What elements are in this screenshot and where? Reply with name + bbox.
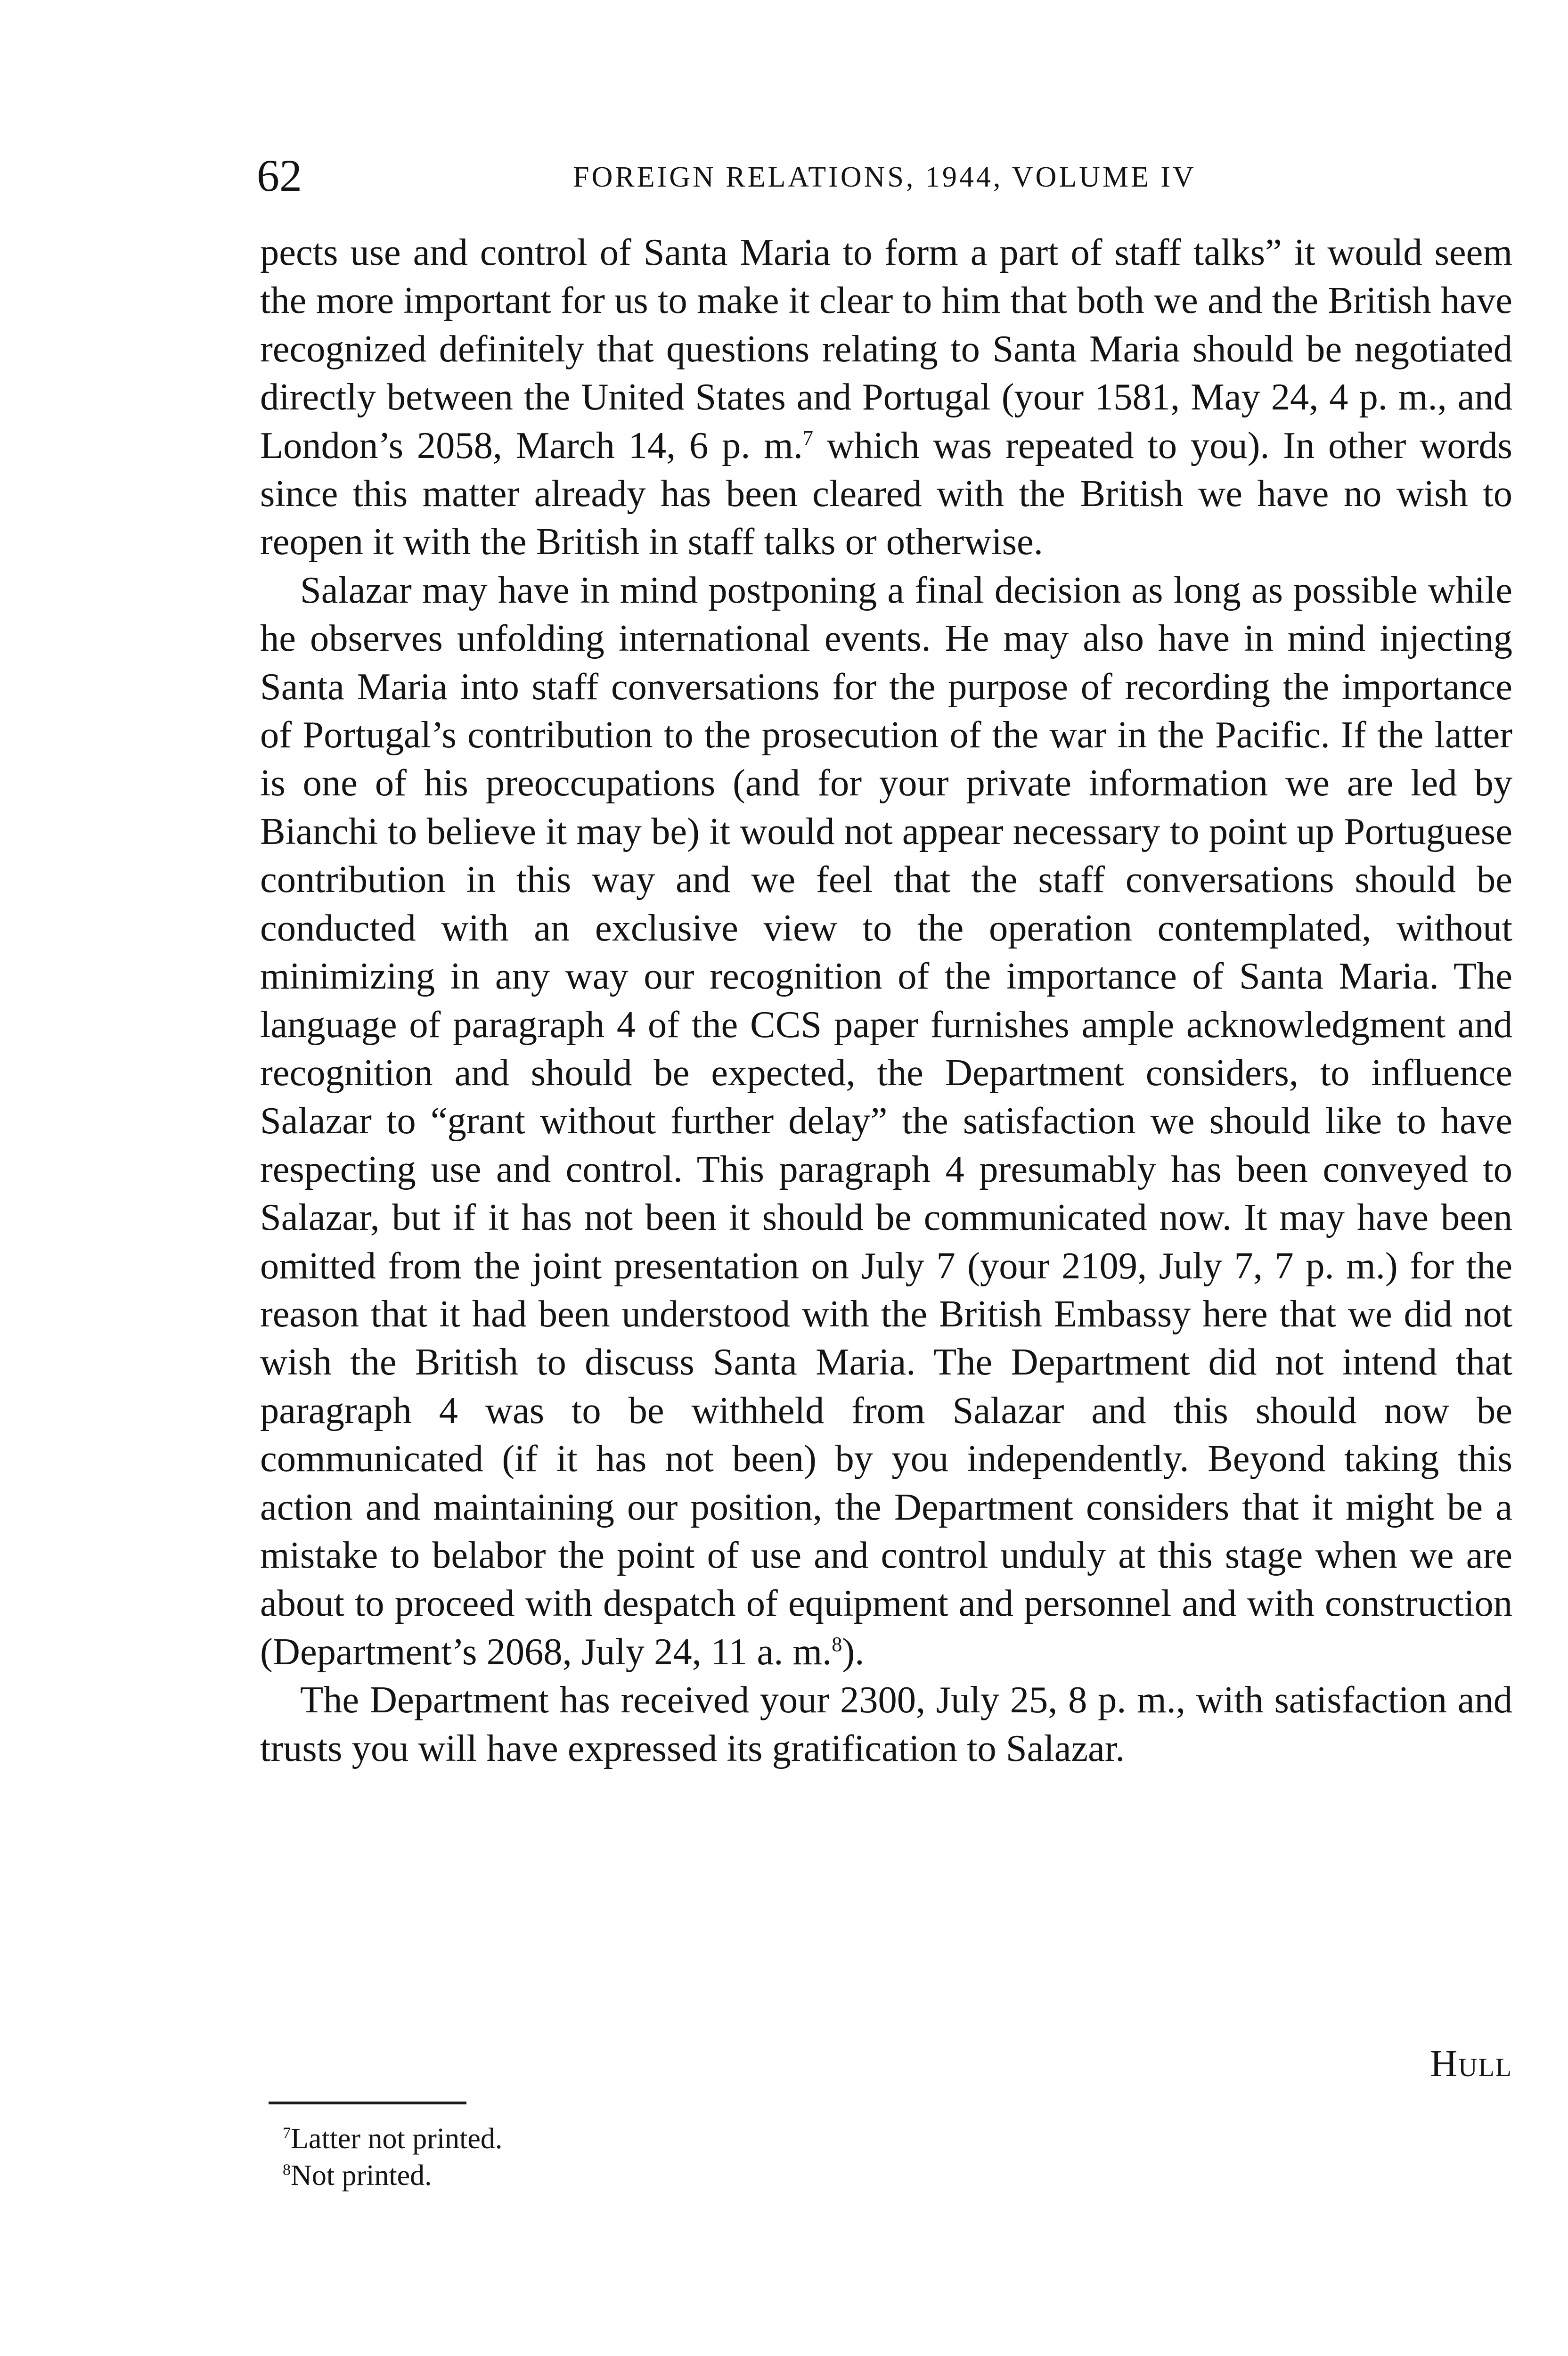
page-number: 62 bbox=[257, 150, 302, 201]
paragraph: The Department has received your 2300, July 25, 8 p. m., with satisfaction and trusts you will have expressed its gratification to Salazar. bbox=[260, 1679, 1512, 1769]
paragraph-text: ). bbox=[842, 1630, 865, 1673]
footnote-reference: 8 bbox=[832, 1632, 842, 1656]
footnote-text: Not printed. bbox=[291, 2160, 432, 2192]
footnote-text: Latter not printed. bbox=[291, 2123, 503, 2155]
footnote-marker: 7 bbox=[283, 2124, 291, 2142]
footnote bbox=[283, 2157, 1131, 2194]
paragraph-text: pects use and control of Santa Maria to form a part of staff talks” it would seem the more important for us to make it clear to him that both we and the British have recognized definitely that questions relating to Santa Maria should be negotiated directly between the United States and Portugal (your 1581, May 24, 4 p. m., and London’s 2058, March 14, 6 p. m. bbox=[260, 231, 1512, 466]
footnote bbox=[283, 2120, 1131, 2157]
footnote-reference: 7 bbox=[802, 426, 813, 450]
body-text bbox=[260, 229, 1512, 1773]
footnotes bbox=[283, 2120, 1131, 2194]
paragraph bbox=[260, 566, 1512, 1676]
signature: Hull bbox=[1430, 2043, 1512, 2085]
paragraph bbox=[260, 229, 1512, 566]
paragraph-text: which was repeated to you). In other words since this matter already has been cleared with the British we have no wish to reopen it with the British in staff talks or otherwise. bbox=[260, 424, 1512, 563]
running-head: FOREIGN RELATIONS, 1944, VOLUME IV bbox=[573, 161, 1196, 193]
footnote-divider bbox=[269, 2102, 466, 2104]
page-header bbox=[257, 150, 1512, 202]
footnote-marker: 8 bbox=[283, 2161, 291, 2179]
paragraph-text: Salazar may have in mind postponing a final decision as long as possible while he observes unfolding international events. He may also have in mind injecting Santa Maria into staff conversations for the purpose of recording the importance of Portugal’s contribution to the prosecution of the war in the Pacific. If the latter is one of his preoccupations (and for your private information we are led by Bianchi to believe it may be) it would not appear necessary to point up Portuguese contribution in this way and we feel that the staff conversations should be conducted with an exclusive view to the operation contemplated, without minimizing in any way our recognition of the importance of Santa Maria. The language of paragraph 4 of the CCS paper furnishes ample acknowledgment and recognition and should be expected, the Department considers, to influence Salazar to “grant without further delay” the satisfaction we should like to have respecting use and control. This paragraph 4 presumably has been conveyed to Salazar, but if it has not been it should be communicated now. It may have been omitted from the joint presentation on July 7 (your 2109, July 7, 7 p. m.) for the reason that it had been understood with the British Embassy here that we did not wish the British to discuss Santa Maria. The Department did not intend that paragraph 4 was to be withheld from Salazar and this should now be communicated (if it has not been) by you independently. Beyond taking this action and maintaining our position, the Department considers that it might be a mistake to belabor the point of use and control unduly at this stage when we are about to proceed with despatch of equipment and personnel and with construction (Department’s 2068, July 24, 11 a. m. bbox=[260, 569, 1512, 1673]
